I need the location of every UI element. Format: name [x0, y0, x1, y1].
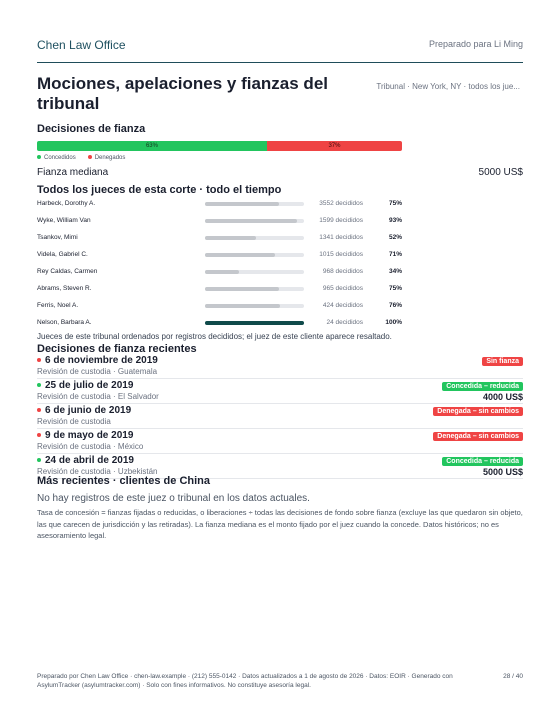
granted-dot-icon [37, 155, 41, 159]
judge-row [37, 196, 523, 213]
judges-note: Jueces de este tribunal ordenados por registros decididos; el juez de este cliente aparece resaltado. [37, 332, 392, 341]
status-badge: Denegada – sin cambios [433, 432, 523, 441]
judge-name: Tsankov, Mimi [37, 234, 78, 241]
status-dot-icon [37, 383, 41, 387]
decided-count: 1341 decididos [319, 234, 363, 241]
bond-split-bar [37, 141, 402, 151]
status-badge: Sin fianza [482, 357, 523, 366]
decision-date: 25 de julio de 2019 [37, 380, 133, 391]
judge-name: Harbeck, Dorothy A. [37, 200, 96, 207]
granted-segment: 63% [37, 141, 267, 151]
judge-row [37, 213, 523, 230]
grant-rate: 100% [385, 319, 402, 326]
decision-row [37, 404, 523, 429]
page-footer [37, 672, 523, 690]
decided-count: 965 decididos [322, 285, 363, 292]
median-label: Fianza mediana [37, 167, 109, 178]
grant-rate-fill [205, 253, 275, 257]
court-filter: Tribunal · New York, NY · todos los jue... [376, 82, 520, 91]
denied-segment: 37% [267, 141, 402, 151]
page-header [37, 38, 523, 63]
bond-legend [37, 155, 125, 161]
grant-rate-track [205, 270, 304, 274]
grant-rate-track [205, 219, 304, 223]
status-dot-icon [37, 458, 41, 462]
no-records-message: No hay registros de este juez o tribunal en los datos actuales. [37, 493, 310, 504]
status-dot-icon [37, 433, 41, 437]
judge-row [37, 247, 523, 264]
judge-row [37, 298, 523, 315]
judge-name: Abrams, Steven R. [37, 285, 92, 292]
grant-rate-track [205, 202, 304, 206]
judge-row [37, 264, 523, 281]
denied-dot-icon [88, 155, 92, 159]
grant-rate-track [205, 287, 304, 291]
firm-name: Chen Law Office [37, 38, 126, 52]
judge-name: Nelson, Barbara A. [37, 319, 92, 326]
decision-subtitle: Revisión de custodia [37, 417, 111, 426]
grant-rate-fill [205, 219, 297, 223]
page-number: 28 / 40 [503, 673, 523, 680]
grant-rate-fill [205, 304, 280, 308]
decision-subtitle: Revisión de custodia · México [37, 442, 144, 451]
grant-rate: 76% [388, 302, 402, 309]
judge-row [37, 230, 523, 247]
footer-text: Preparado por Chen Law Office · chen-law.example · (212) 555-0142 · Datos actualizados a 1 de agosto de 2026 · Datos: EOIR · Generado con AsylumTracker (asylumtracker.com) · Solo con fines informativos. No constituye asesoría legal. [37, 673, 453, 689]
judge-row [37, 315, 523, 332]
decision-subtitle: Revisión de custodia · El Salvador [37, 392, 159, 401]
decision-row [37, 379, 523, 404]
decided-count: 3552 decididos [319, 200, 363, 207]
page-title: Mociones, apelaciones y fianzas del tribunal [37, 74, 328, 113]
decision-date: 9 de mayo de 2019 [37, 430, 133, 441]
grant-rate: 75% [388, 200, 402, 207]
decision-date: 6 de junio de 2019 [37, 405, 131, 416]
decided-count: 424 decididos [322, 302, 363, 309]
decided-count: 968 decididos [322, 268, 363, 275]
median-value: 5000 US$ [478, 167, 523, 178]
grant-rate: 52% [388, 234, 402, 241]
median-bond [37, 167, 523, 178]
grant-rate-fill [205, 202, 279, 206]
judge-row [37, 281, 523, 298]
decided-count: 1015 decididos [319, 251, 363, 258]
grant-rate-fill [205, 270, 239, 274]
judge-name: Ferris, Noel A. [37, 302, 79, 309]
grant-rate-track [205, 321, 304, 325]
legend-granted: Concedidos [37, 155, 76, 161]
status-dot-icon [37, 358, 41, 362]
status-badge: Concedida – reducida [442, 457, 523, 466]
grant-rate-track [205, 236, 304, 240]
grant-rate: 93% [388, 217, 402, 224]
decision-date: 24 de abril de 2019 [37, 455, 134, 466]
decision-date: 6 de noviembre de 2019 [37, 355, 158, 366]
grant-rate: 75% [388, 285, 402, 292]
judge-name: Wyke, William Van [37, 217, 91, 224]
judges-heading: Todos los jueces de esta corte · todo el tiempo [37, 184, 282, 196]
decision-row [37, 429, 523, 454]
status-badge: Denegada – sin cambios [433, 407, 523, 416]
methodology-note: Tasa de concesión = fianzas fijadas o reducidas, o liberaciones ÷ todas las decisiones de fondo sobre fianza (excluye las que quedaron sin objeto, las que carecen de jurisdicción y las retiradas). La fianza mediana es el monto fijado por el juez cuando la concede. Datos históricos; no es asesoramiento legal. [37, 508, 523, 540]
status-badge: Concedida – reducida [442, 382, 523, 391]
prepared-for: Preparado para Li Ming [428, 39, 523, 49]
recent-heading: Decisiones de fianza recientes [37, 343, 197, 355]
bond-amount: 5000 US$ [482, 467, 523, 477]
grant-rate-fill [205, 287, 279, 291]
judge-name: Videla, Gabriel C. [37, 251, 88, 258]
decision-row [37, 354, 523, 379]
decision-subtitle: Revisión de custodia · Guatemala [37, 367, 158, 376]
grant-rate: 34% [388, 268, 402, 275]
judges-table [37, 196, 523, 332]
decision-subtitle: Revisión de custodia · Uzbekistán [37, 467, 158, 476]
status-dot-icon [37, 408, 41, 412]
decided-count: 24 decididos [326, 319, 363, 326]
judge-name: Rey Caldas, Carmen [37, 268, 98, 275]
grant-rate-fill [205, 236, 256, 240]
grant-rate-track [205, 304, 304, 308]
decided-count: 1599 decididos [319, 217, 363, 224]
grant-rate: 71% [388, 251, 402, 258]
grant-rate-fill [205, 321, 304, 325]
bond-heading: Decisiones de fianza [37, 123, 146, 135]
grant-rate-track [205, 253, 304, 257]
china-heading: Más recientes · clientes de China [37, 475, 211, 487]
bond-amount: 4000 US$ [482, 392, 523, 402]
legend-denied: Denegados [88, 155, 126, 161]
recent-decisions-list [37, 354, 523, 479]
